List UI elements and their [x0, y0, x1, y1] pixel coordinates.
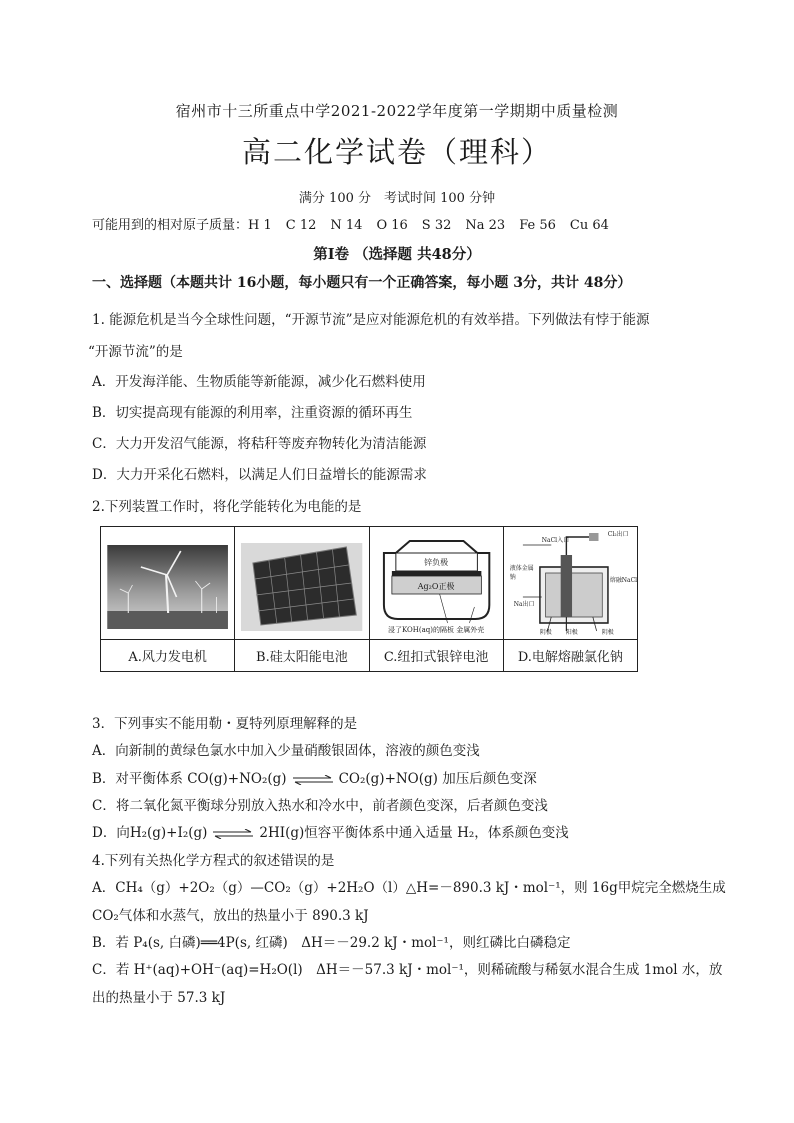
q2-stem: 2.下列装置工作时，将化学能转化为电能的是	[92, 499, 362, 515]
option-c-caption: C.纽扣式银锌电池	[383, 650, 489, 665]
electrolysis-diagram: NaCl入口 Cl₂出口 液体金属钠 熔融NaCl Na出口 阴极 阳极 阴极	[504, 527, 637, 640]
q1-stem: 1. 能源危机是当今全球性问题，“开源节流”是应对能源危机的有效举措。下列做法有悖于能源	[92, 312, 650, 328]
school-header: 宿州市十三所重点中学2021-2022学年度第一学期期中质量检测	[175, 102, 619, 120]
option-a-caption: A.风力发电机	[128, 650, 207, 665]
q1-option-b: B．切实提高现有能源的利用率，注重资源的循环再生	[92, 405, 413, 421]
option-d-cell	[504, 527, 637, 671]
q1-option-a: A．开发海洋能、生物质能等新能源，减少化石燃料使用	[92, 374, 426, 390]
masses-label: 可能用到的相对原子质量：	[92, 218, 249, 233]
q3-stem: 3．下列事实不能用勒・夏特列原理解释的是	[92, 716, 358, 732]
wind-turbine-image	[101, 527, 234, 640]
button-cell-diagram	[370, 527, 503, 640]
equilibrium-arrow-icon	[213, 829, 253, 839]
part-heading: 第Ⅰ卷 （选择题 共48分）	[313, 246, 481, 263]
page-title: 高二化学试卷（理科）	[241, 135, 552, 169]
ag2o-label: Ag₂O正极	[417, 582, 455, 591]
q4-option-c: C．若 H⁺(aq)+OH⁻(aq)=H₂O(l) ΔH＝－57.3 kJ・mol⁻¹，则稀硫酸与稀氨水混合生成 1mol 水，放	[92, 962, 723, 978]
option-b-cell	[235, 527, 369, 671]
q4-option-c-cont: 出的热量小于 57.3 kJ	[92, 990, 226, 1006]
q3-option-d: D．向H₂(g)+I₂(g) 2HI(g)恒容平衡体系中通入适量 H₂，体系颜色变浅	[92, 825, 569, 841]
zinc-label: 锌负极	[424, 558, 449, 567]
section-heading: 一、选择题（本题共计 16小题，每小题只有一个正确答案，每小题 3分，共计 48分）	[92, 275, 632, 291]
exam-info: 满分 100 分 考试时间 100 分钟	[298, 191, 496, 206]
atomic-masses: 可能用到的相对原子质量：H 1 C 12 N 14 O 16 S 32 Na 23 Fe 56 Cu 64	[92, 218, 609, 233]
q1-stem-cont: “开源节流”的是	[88, 344, 183, 360]
q3-option-c: C．将二氧化氮平衡球分别放入热水和冷水中，前者颜色变深，后者颜色变浅	[92, 798, 548, 814]
option-b-caption: B.硅太阳能电池	[256, 650, 348, 665]
option-d-caption: D.电解熔融氯化钠	[517, 650, 623, 665]
q4-stem: 4.下列有关热化学方程式的叙述错误的是	[92, 853, 335, 869]
q4-option-b: B．若 P₄(s, 白磷)══4P(s, 红磷) ΔH＝－29.2 kJ・mol⁻¹，则红磷比白磷稳定	[92, 935, 571, 951]
separator-label: 浸了KOH(aq)的隔板 金属外壳	[388, 626, 485, 634]
q1-option-d: D．大力开采化石燃料，以满足人们日益增长的能源需求	[92, 467, 427, 483]
option-c-cell	[370, 527, 504, 671]
q3-option-b: B．对平衡体系 CO(g)+NO₂(g) CO₂(g)+NO(g) 加压后颜色变深	[92, 771, 537, 787]
q4-option-a-cont: CO₂气体和水蒸气，放出的热量小于 890.3 kJ	[92, 908, 369, 924]
q3-option-a: A．向新制的黄绿色氯水中加入少量硝酸银固体，溶液的颜色变浅	[92, 743, 480, 759]
q4-option-a: A．CH₄（g）+2O₂（g）—CO₂（g）+2H₂O（l）△H=－890.3 kJ・mol⁻¹，则 16g甲烷完全燃烧生成	[92, 880, 726, 896]
q1-option-c: C．大力开发沼气能源，将秸秆等废弃物转化为清洁能源	[92, 436, 427, 452]
solar-panel-image	[235, 527, 368, 640]
equilibrium-arrow-icon	[293, 775, 333, 785]
option-a-cell	[101, 527, 235, 671]
q2-figure-table	[100, 526, 638, 672]
